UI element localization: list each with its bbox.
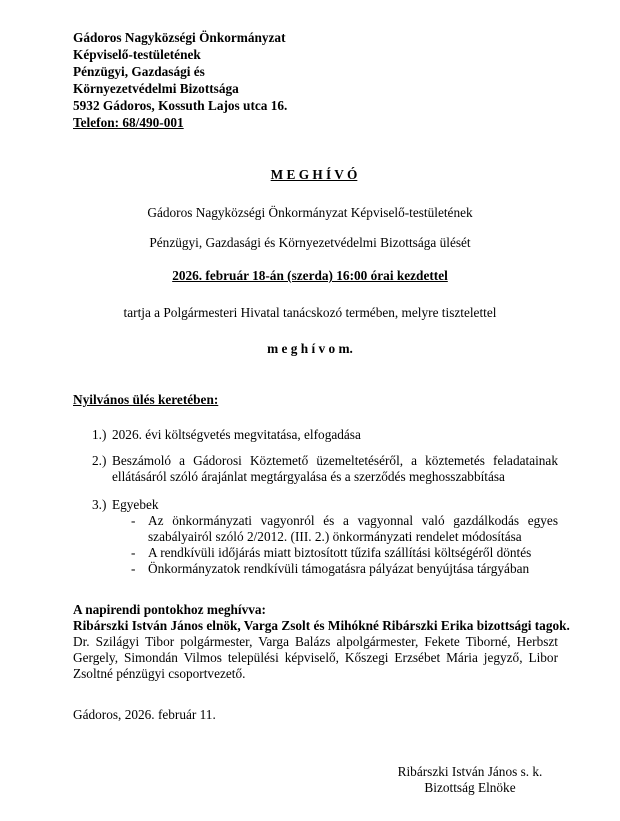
dash-bullet: - — [131, 545, 136, 560]
agenda-subitem: Az önkormányzati vagyonról és a vagyonnal való gazdálkodás egyes szabályairól szóló 2/2012. (III. 2.) önkormányzati rendelet módosítása — [148, 513, 558, 544]
signature-role: Bizottság Elnöke — [424, 780, 516, 795]
closing-invitation: m e g h í v o m. — [267, 341, 353, 356]
invited-members: Ribárszki István János elnök, Varga Zsolt és Mihókné Ribárszki Erika bizottsági tagok. — [73, 618, 570, 633]
agenda-heading: Nyilvános ülés keretében: — [73, 392, 219, 407]
intro-line: Pénzügyi, Gazdasági és Környezetvédelmi Bizottsága ülését — [149, 235, 471, 250]
meeting-datetime: 2026. február 18-án (szerda) 16:00 órai kezdettel — [172, 268, 448, 283]
agenda-number: 2.) — [92, 453, 107, 468]
header-line: 5932 Gádoros, Kossuth Lajos utca 16. — [73, 98, 288, 113]
agenda-item: Egyebek — [112, 497, 159, 512]
dash-bullet: - — [131, 561, 136, 576]
header-line: Képviselő-testületének — [73, 47, 201, 62]
dash-bullet: - — [131, 513, 136, 528]
agenda-item: 2026. évi költségvetés megvitatása, elfogadása — [112, 427, 361, 442]
header-line: Gádoros Nagyközségi Önkormányzat — [73, 30, 286, 45]
agenda-subitem: A rendkívüli időjárás miatt biztosított tűzifa szállítási költségéről döntés — [148, 545, 532, 560]
invited-others: Dr. Szilágyi Tibor polgármester, Varga Balázs alpolgármester, Fekete Tiborné, Herbszt Gergely, Simondán Vilmos települési képviselő, Kőszegi Erzsébet Mária jegyző, Libor Zsoltné pénzügyi csoportvezető. — [73, 634, 558, 681]
header-line: Környezetvédelmi Bizottsága — [73, 81, 239, 96]
intro-line: tartja a Polgármesteri Hivatal tanácskozó termében, melyre tisztelettel — [123, 305, 497, 320]
intro-line: Gádoros Nagyközségi Önkormányzat Képviselő-testületének — [147, 205, 473, 220]
agenda-subitem: Önkormányzatok rendkívüli támogatásra pályázat benyújtása tárgyában — [148, 561, 530, 576]
header-line: Pénzügyi, Gazdasági és — [73, 64, 205, 79]
agenda-number: 1.) — [92, 427, 107, 442]
agenda-item: Beszámoló a Gádorosi Köztemető üzemeltetéséről, a köztemetés feladatainak ellátásáról szóló árajánlat megtárgyalása és a szerződés meghosszabbítása — [112, 453, 558, 484]
signature-name: Ribárszki István János s. k. — [397, 764, 543, 779]
agenda-number: 3.) — [92, 497, 107, 512]
document-title: M E G H Í V Ó — [270, 167, 358, 182]
place-date: Gádoros, 2026. február 11. — [73, 707, 216, 722]
invited-heading: A napirendi pontokhoz meghívva: — [73, 602, 266, 617]
header-phone: Telefon: 68/490-001 — [73, 115, 184, 130]
